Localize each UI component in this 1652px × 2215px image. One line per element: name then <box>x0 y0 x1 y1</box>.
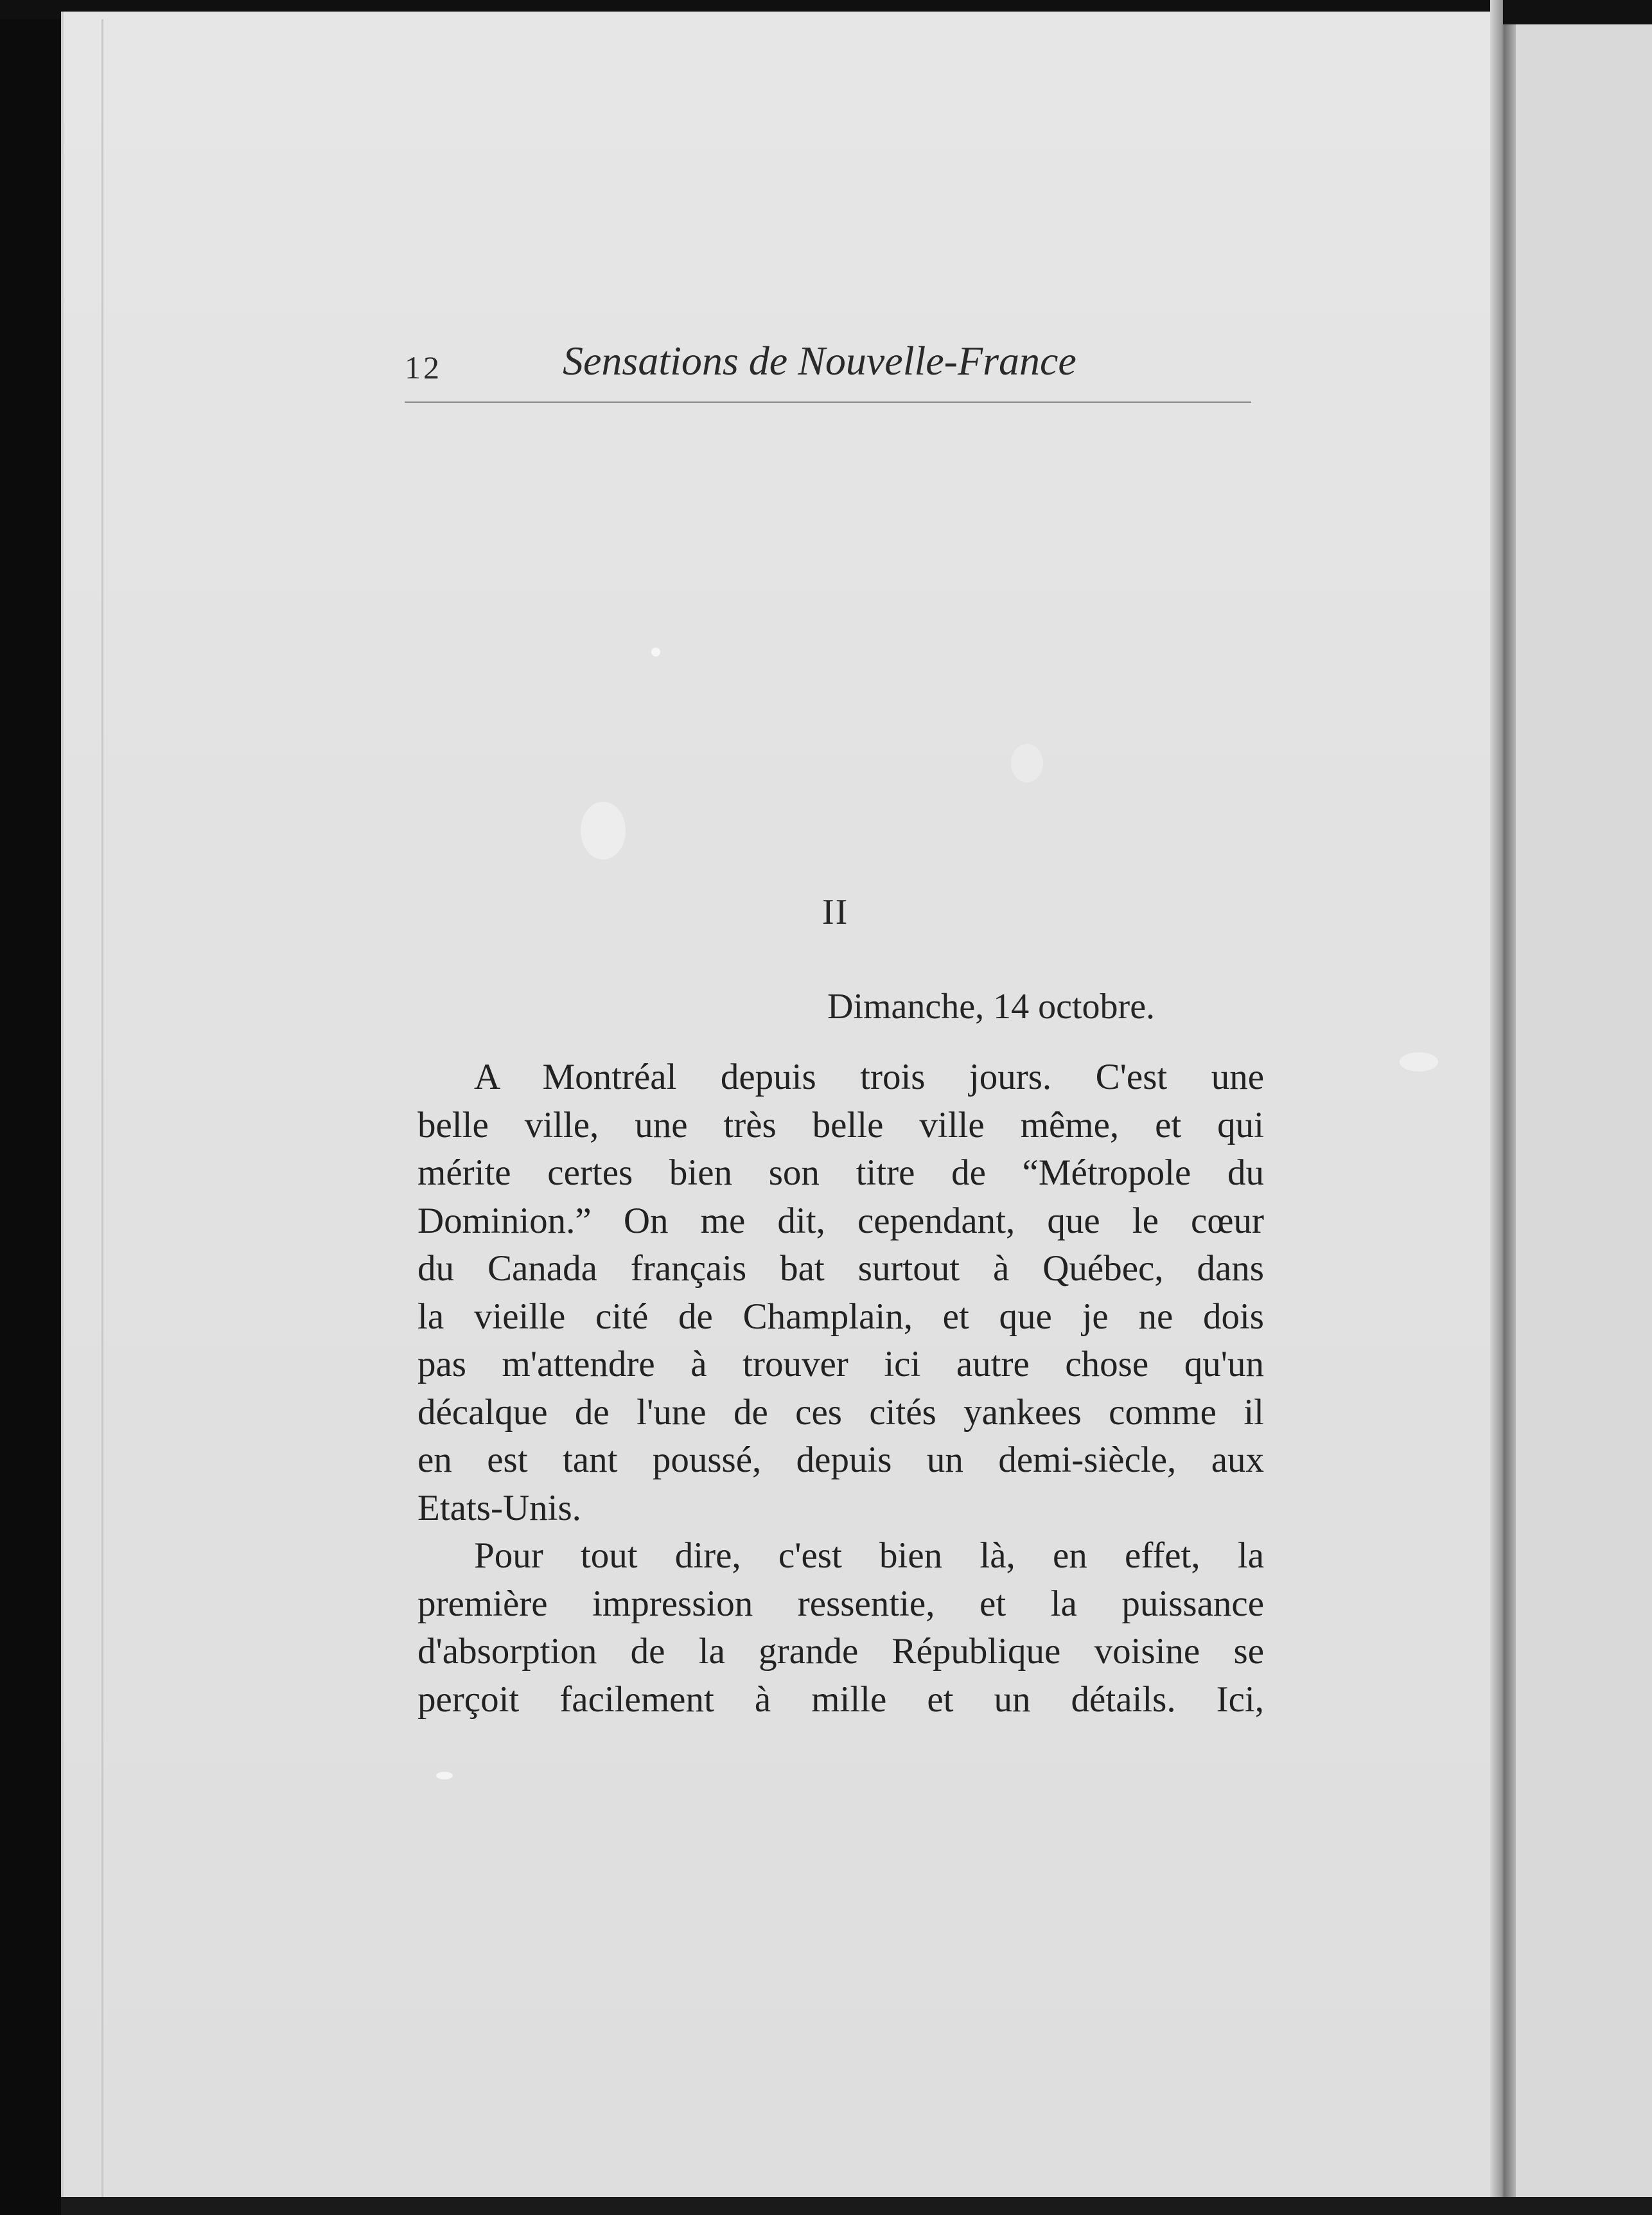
text-line: Dominion.” On me dit, cependant, que le cœur <box>417 1200 1264 1241</box>
paragraph <box>417 1532 1264 1724</box>
text-line: Etats-Unis. <box>417 1487 581 1528</box>
running-title: Sensations de Nouvelle-France <box>563 338 1076 384</box>
text-line: A Montréal depuis trois jours. C'est une <box>474 1057 1264 1097</box>
paper-speck <box>436 1772 453 1779</box>
book-gutter <box>1490 0 1516 2215</box>
scan-border-top-right <box>1503 0 1652 24</box>
paper-speck <box>1400 1052 1438 1072</box>
paper-speck <box>581 802 626 860</box>
chapter-dateline: Dimanche, 14 octobre. <box>827 987 1156 1027</box>
scan-border-bottom <box>61 2197 1652 2215</box>
text-line: belle ville, une très belle ville même, et qui <box>417 1104 1264 1145</box>
next-page-edge <box>1516 0 1652 2215</box>
page-number: 12 <box>405 349 442 385</box>
body-text <box>417 1054 1264 1724</box>
running-header <box>405 337 1251 403</box>
page-fold-line <box>101 19 103 2203</box>
scan-border-left <box>0 0 61 2215</box>
paper-speck <box>651 648 660 657</box>
chapter-number: II <box>822 892 849 932</box>
text-line: Pour tout dire, c'est bien là, en effet, la <box>474 1535 1264 1576</box>
text-line: en est tant poussé, depuis un demi-siècle, aux <box>417 1440 1264 1480</box>
text-line: mérite certes bien son titre de “Métropole du <box>417 1152 1264 1193</box>
text-line: la vieille cité de Champlain, et que je ne dois <box>417 1296 1264 1337</box>
text-line: perçoit facilement à mille et un détails. Ici, <box>417 1679 1264 1720</box>
paper-speck <box>1011 744 1043 782</box>
text-line: décalque de l'une de ces cités yankees comme il <box>417 1391 1264 1433</box>
text-line: première impression ressentie, et la puissance <box>417 1583 1264 1624</box>
text-line: du Canada français bat surtout à Québec, dans <box>417 1248 1264 1289</box>
paragraph <box>417 1054 1264 1532</box>
text-line: pas m'attendre à trouver ici autre chose qu'un <box>417 1344 1264 1384</box>
text-line: d'absorption de la grande République voisine se <box>417 1631 1264 1672</box>
